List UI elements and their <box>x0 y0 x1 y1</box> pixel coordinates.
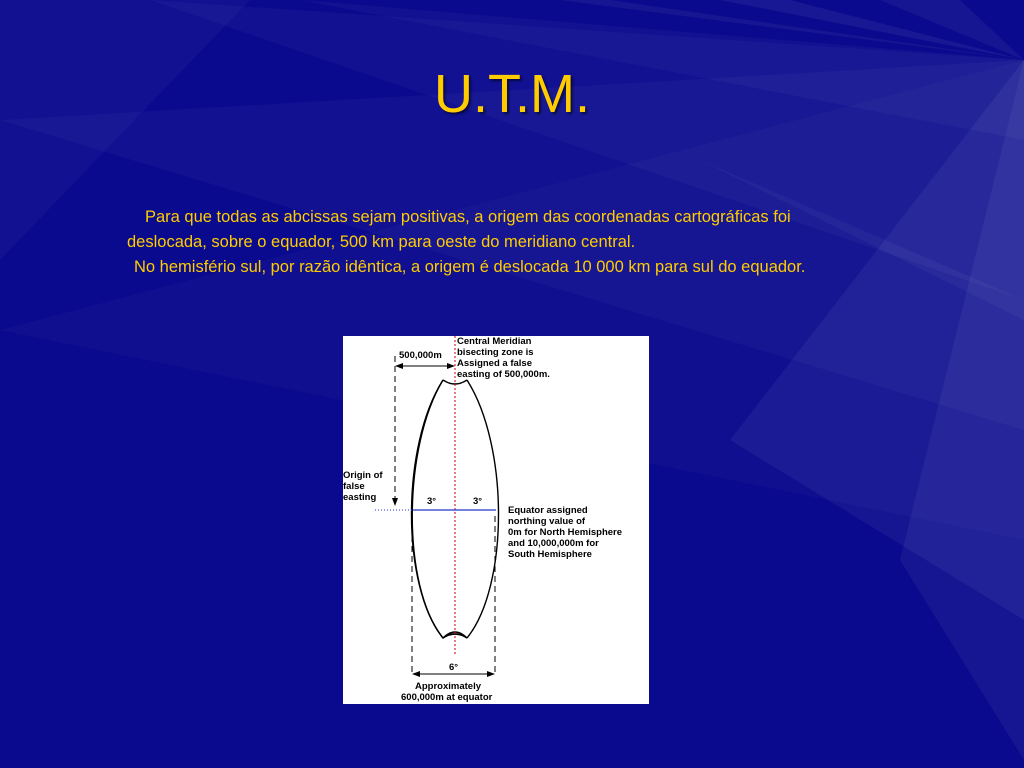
zone-width-label: 6° <box>449 662 459 673</box>
paragraph-2: No hemisfério sul, por razão idêntica, a origem é deslocada 10 000 km para sul do equador. <box>134 258 806 276</box>
origin-label-1: Origin of <box>343 470 383 481</box>
paragraph-1-line-1: Para que todas as abcissas sejam positivas, a origem das coordenadas cartográficas foi <box>145 208 791 226</box>
equator-label-5: South Hemisphere <box>508 549 592 560</box>
origin-label-3: easting <box>343 492 377 503</box>
zone-outline-right <box>467 380 499 638</box>
equator-label-3: 0m for North Hemisphere <box>508 527 623 538</box>
central-meridian-label-4: easting of 500,000m. <box>457 369 550 380</box>
central-meridian-label-3: Assigned a false <box>457 358 532 369</box>
central-meridian-label-2: bisecting zone is <box>457 347 534 358</box>
approx-label-2: 600,000m at equator <box>401 692 493 703</box>
equator-label-2: northing value of <box>508 516 586 527</box>
zone-outline-left <box>412 380 444 638</box>
slide-title: U.T.M. <box>434 64 590 124</box>
paragraph-1-line-2: deslocada, sobre o equador, 500 km para oeste do meridiano central. <box>127 233 636 251</box>
utm-zone-diagram <box>343 336 649 704</box>
angle-left-label: 3° <box>427 496 437 507</box>
equator-label-1: Equator assigned <box>508 505 588 516</box>
origin-label-2: false <box>343 481 365 492</box>
central-meridian-label-1: Central Meridian <box>457 336 532 347</box>
approx-label-1: Approximately <box>415 681 481 692</box>
label-500000m: 500,000m <box>399 350 442 361</box>
equator-label-4: and 10,000,000m for <box>508 538 599 549</box>
angle-right-label: 3° <box>473 496 483 507</box>
zone-outline <box>412 380 467 638</box>
